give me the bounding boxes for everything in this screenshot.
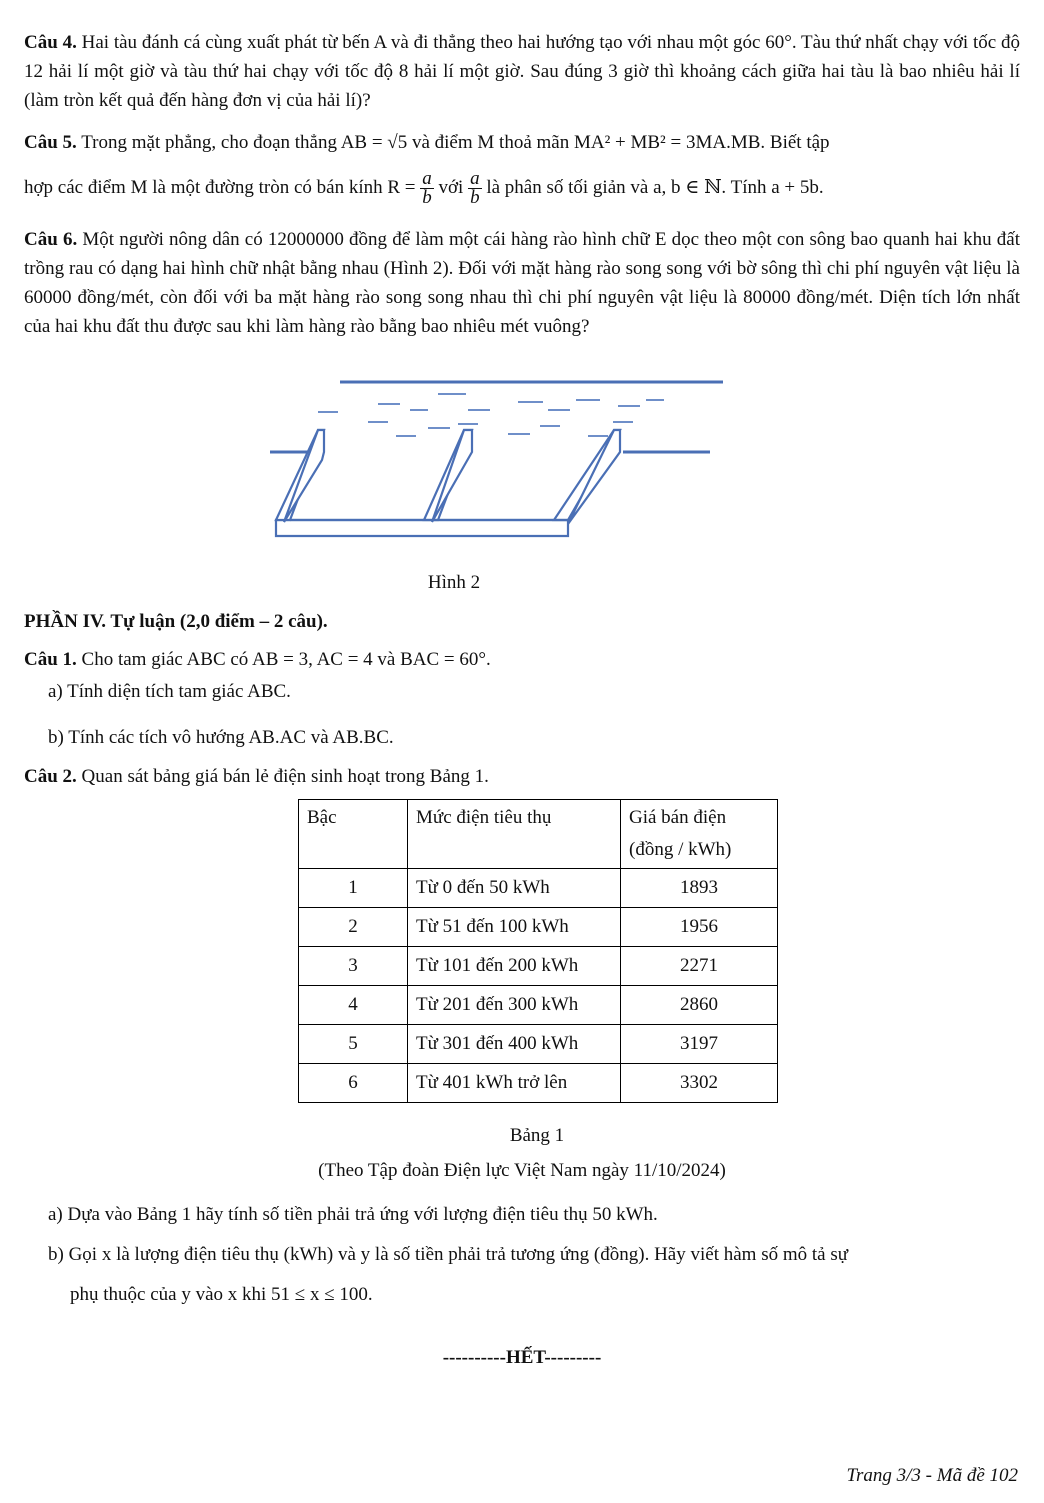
- table-header-cell: Bậc: [299, 800, 408, 869]
- table-cell: Từ 301 đến 400 kWh: [408, 1025, 621, 1064]
- question-6-text: Một người nông dân có 12000000 đồng để làm một cái hàng rào hình chữ E dọc theo một con sông bao quanh hai khu đất trồng rau có dạng hai hình chữ nhật bằng nhau (Hình 2). Đối với mặt hàng rào song song với bờ sông thì chi phí nguyên vật liệu là 60000 đồng/mét, còn đối với ba mặt hàng rào song song nhau thì chi phí nguyên vật liệu là 80000 đồng/mét. Diện tích lớn nhất của hai khu đất thu được sau khi làm hàng rào bằng bao nhiêu mét vuông?: [24, 229, 1021, 337]
- table-source: (Theo Tập đoàn Điện lực Việt Nam ngày 11/10/2024): [318, 1160, 726, 1181]
- question-6: [24, 225, 1020, 341]
- table-cell: 1956: [621, 908, 778, 947]
- part4-question-1: [24, 645, 1020, 674]
- fence-e-shape: [276, 430, 620, 536]
- fraction-denominator: b: [422, 187, 432, 209]
- part4-question-2: [24, 762, 1020, 791]
- question-5-line2: [24, 170, 1020, 207]
- question-5-text-line2c: là phân số tối giản và a, b ∈ ℕ. Tính a + 5b.: [486, 177, 824, 198]
- table-cell: 6: [299, 1064, 408, 1103]
- table-header-cell: [621, 800, 778, 869]
- table-cell: 4: [299, 986, 408, 1025]
- table-header-row: [299, 800, 778, 869]
- fraction-numerator-2: a: [470, 168, 480, 190]
- part4-question-2-label: Câu 2.: [24, 766, 77, 787]
- water-ripples: [318, 394, 664, 436]
- part4-question-1-text: Cho tam giác ABC có AB = 3, AC = 4 và BAC = 60°.: [81, 649, 491, 670]
- part-4-title: PHẦN IV. Tự luận (2,0 điểm – 2 câu).: [24, 611, 328, 632]
- table-cell: 2: [299, 908, 408, 947]
- question-4: [24, 28, 1020, 115]
- table-cell: 2271: [621, 947, 778, 986]
- figure-caption: Hình 2: [427, 572, 481, 593]
- table-cell: 5: [299, 1025, 408, 1064]
- table-cell: Từ 201 đến 300 kWh: [408, 986, 621, 1025]
- question-5-line1: [24, 128, 1020, 157]
- question-5-text-line2b: với: [438, 177, 464, 198]
- page-footer: Trang 3/3 - Mã đề 102: [846, 1465, 1018, 1486]
- table-row: [299, 1025, 778, 1064]
- part4-question-2-text: Quan sát bảng giá bán lẻ điện sinh hoạt trong Bảng 1.: [81, 766, 489, 787]
- table-cell: 3197: [621, 1025, 778, 1064]
- part4-question-2b-line2: phụ thuộc của y vào x khi 51 ≤ x ≤ 100.: [70, 1284, 373, 1305]
- part4-question-1b: b) Tính các tích vô hướng AB.AC và AB.BC.: [48, 727, 394, 748]
- fraction-denominator-2: b: [470, 187, 480, 209]
- table-cell: Từ 51 đến 100 kWh: [408, 908, 621, 947]
- table-cell: Từ 101 đến 200 kWh: [408, 947, 621, 986]
- table-cell: 3302: [621, 1064, 778, 1103]
- part4-question-2a: a) Dựa vào Bảng 1 hãy tính số tiền phải trả ứng với lượng điện tiêu thụ 50 kWh.: [48, 1204, 658, 1225]
- table-header-cell: Mức điện tiêu thụ: [408, 800, 621, 869]
- table-cell: 2860: [621, 986, 778, 1025]
- table-caption: Bảng 1: [509, 1125, 565, 1146]
- table-row: [299, 947, 778, 986]
- table-header-unit: (đồng / kWh): [629, 839, 732, 860]
- fraction-a-over-b: [420, 170, 434, 207]
- table-header-price: Giá bán điện: [629, 807, 727, 828]
- part4-question-1-label: Câu 1.: [24, 649, 77, 670]
- table-cell: 1893: [621, 869, 778, 908]
- fence-diagram: [268, 372, 728, 552]
- part4-question-1a: a) Tính diện tích tam giác ABC.: [48, 681, 291, 702]
- table-row: [299, 869, 778, 908]
- part4-question-2b-line1: b) Gọi x là lượng điện tiêu thụ (kWh) và y là số tiền phải trả tương ứng (đồng). Hãy viết hàm số mô tả sự: [48, 1244, 849, 1265]
- fraction-numerator: a: [422, 168, 432, 190]
- question-4-text: Hai tàu đánh cá cùng xuất phát từ bến A và đi thẳng theo hai hướng tạo với nhau một góc 60°. Tàu thứ nhất chạy với tốc độ 12 hải lí một giờ và tàu thứ hai chạy với tốc độ 8 hải lí một giờ. Sau đúng 3 giờ thì khoảng cách giữa hai tàu là bao nhiêu hải lí (làm tròn kết quả đến hàng đơn vị của hải lí)?: [24, 32, 1021, 111]
- question-5-label: Câu 5.: [24, 132, 77, 153]
- table-cell: 1: [299, 869, 408, 908]
- question-5-text-line2a: hợp các điểm M là một đường tròn có bán kính R =: [24, 177, 416, 198]
- table-cell: Từ 401 kWh trở lên: [408, 1064, 621, 1103]
- fraction-a-over-b-2: [468, 170, 482, 207]
- question-5-text-line1: Trong mặt phẳng, cho đoạn thẳng AB = √5 và điểm M thoả mãn MA² + MB² = 3MA.MB. Biết tập: [81, 132, 830, 153]
- table-row: [299, 986, 778, 1025]
- end-marker: ----------HẾT---------: [442, 1347, 602, 1368]
- table-row: [299, 908, 778, 947]
- table-cell: 3: [299, 947, 408, 986]
- table-cell: Từ 0 đến 50 kWh: [408, 869, 621, 908]
- question-4-label: Câu 4.: [24, 32, 77, 53]
- table-row: [299, 1064, 778, 1103]
- question-6-label: Câu 6.: [24, 229, 78, 250]
- electricity-price-table: [298, 799, 778, 1103]
